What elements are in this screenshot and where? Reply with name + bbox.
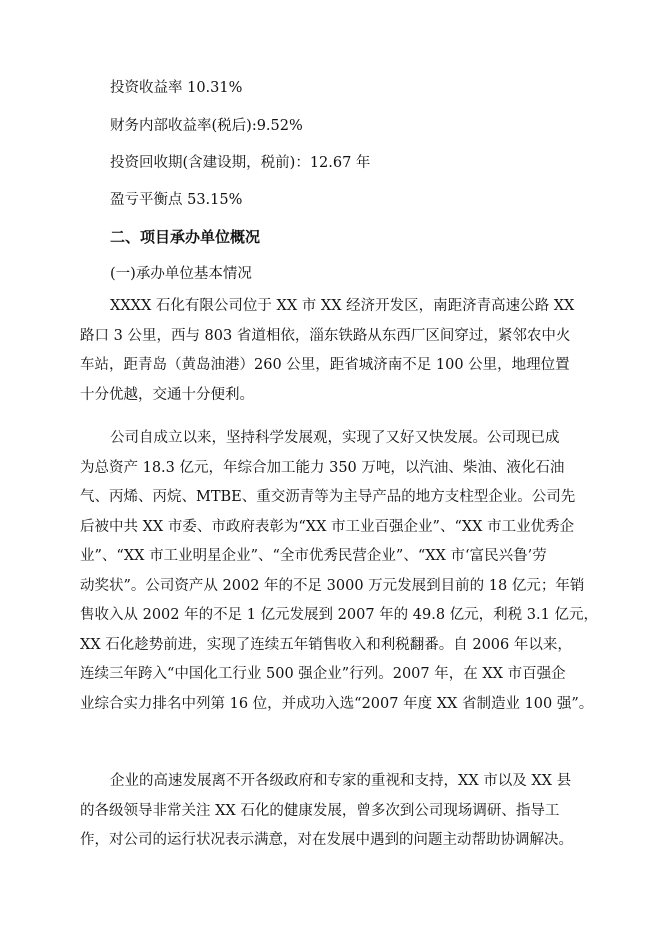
paragraph-line: 后被中共 XX 市委、市政府表彰为“XX 市工业百强企业”、“XX 市工业优秀企	[80, 518, 575, 535]
paragraph-development	[80, 424, 598, 719]
metric-breakeven: 盈亏平衡点 53.15%	[110, 192, 243, 208]
paragraph-line: 车站，距青岛（黄岛油港）260 公里，距省城济南不足 100 公里，地理位置	[80, 357, 570, 373]
paragraph-line: 为总资产 18.3 亿元，年综合加工能力 350 万吨，以汽油、柴油、液化石油	[80, 459, 565, 476]
paragraph-line: XX 石化趁势前进，实现了连续五年销售收入和利税翻番。自 2006 年以来，	[80, 636, 572, 653]
subsection-heading: (一)承办单位基本情况	[110, 266, 252, 282]
paragraph-line: 作，对公司的运行状况表示满意，对在发展中遇到的问题主动帮助协调解决。	[80, 832, 573, 848]
paragraph-line: XXXX 石化有限公司位于 XX 市 XX 经济开发区，南距济青高速公路 XX	[110, 298, 575, 314]
paragraph-line: 售收入从 2002 年的不足 1 亿元发展到 2007 年的 49.8 亿元，利税 3.1 亿元，	[80, 607, 598, 623]
paragraph-location	[80, 292, 598, 410]
metric-irr: 财务内部收益率(税后):9.52%	[110, 118, 303, 134]
paragraph-line: 路口 3 公里，西与 803 省道相依，淄东铁路从东西厂区间穿过，紧邻农中火	[80, 327, 571, 344]
section-heading: 二、项目承办单位概况	[110, 228, 261, 246]
metric-payback: 投资回收期(含建设期，税前)：12.67 年	[110, 155, 371, 171]
paragraph-line: 公司自成立以来，坚持科学发展观，实现了又好又快发展。公司现已成	[110, 430, 560, 446]
paragraph-line: 业”、“XX 市工业明星企业”、“全市优秀民营企业”、“XX 市‘富民兴鲁’劳	[80, 548, 547, 564]
paragraph-line: 企业的高速发展离不开各级政府和专家的重视和支持，XX 市以及 XX 县	[110, 773, 572, 789]
paragraph-line: 的各级领导非常关注 XX 石化的健康发展，曾多次到公司现场调研、指导工	[80, 802, 560, 819]
paragraph-support	[80, 767, 598, 856]
paragraph-line: 十分优越，交通十分便利。	[80, 386, 254, 403]
metric-roi: 投资收益率 10.31%	[110, 80, 243, 96]
paragraph-line: 气、丙烯、丙烷、MTBE、重交沥青等为主导产品的地方支柱型企业。公司先	[80, 489, 576, 505]
paragraph-line: 动奖状”。公司资产从 2002 年的不足 3000 万元发展到目前的 18 亿元；年销	[80, 577, 585, 594]
paragraph-line: 业综合实力排名中列第 16 位，并成功入选“2007 年度 XX 省制造业 100 强”。	[80, 695, 594, 712]
paragraph-line: 连续三年跨入“中国化工行业 500 强企业”行列。2007 年，在 XX 市百强企	[80, 666, 566, 682]
